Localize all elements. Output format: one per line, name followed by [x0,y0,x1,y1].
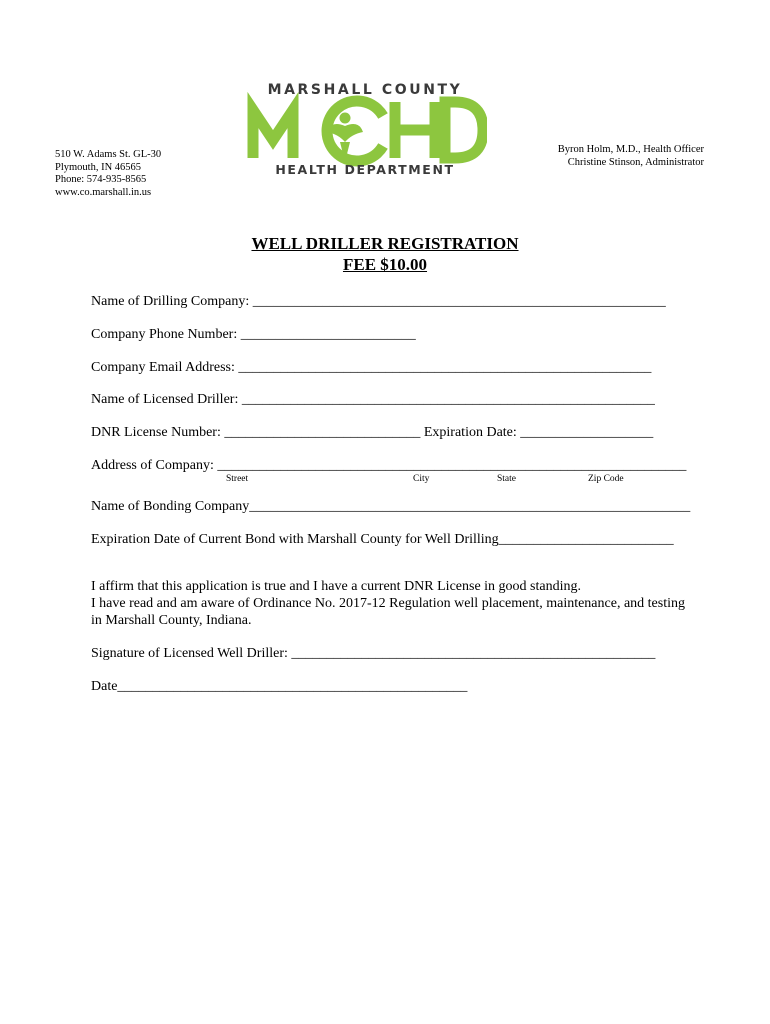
administrator: Christine Stinson, Administrator [567,156,704,168]
health-officer: Byron Holm, M.D., Health Officer [557,144,704,155]
address-street: 510 W. Adams St. GL-30 [55,149,162,160]
bond-expiration-field[interactable]: Expiration Date of Current Bond with Marshall County for Well Drilling_________________________ [91,532,674,547]
form-title: WELL DRILLER REGISTRATION [251,234,519,253]
officers-block [520,144,704,169]
address-state-label: State [497,474,516,484]
department-address [55,149,161,199]
drilling-company-field[interactable]: Name of Drilling Company: ___________________________________________________________ [91,294,666,309]
company-address-field[interactable]: Address of Company: ___________________________________________________________________ [91,458,687,473]
logo-department-text: HEALTH DEPARTMENT [275,162,455,177]
mchd-logo [243,80,487,184]
affirmation-line-2: I have read and am aware of Ordinance No. 2017-12 Regulation well placement, maintenance, and testing in Marshall County, Indiana. [91,596,685,628]
licensed-driller-field[interactable]: Name of Licensed Driller: ___________________________________________________________ [91,392,655,407]
address-street-label: Street [226,474,249,484]
address-zip-label: Zip Code [588,474,624,484]
signature-field[interactable]: Signature of Licensed Well Driller: ____________________________________________________ [91,646,656,661]
dnr-license-field[interactable]: DNR License Number: ____________________________ Expiration Date: ___________________ [91,425,654,440]
address-city: Plymouth, IN 46565 [55,161,142,173]
address-website: www.co.marshall.in.us [55,186,152,198]
form-fee: FEE $10.00 [342,255,428,274]
logo-county-text: MARSHALL COUNTY [267,82,463,98]
company-email-field[interactable]: Company Email Address: ___________________________________________________________ [91,360,652,375]
address-phone: Phone: 574-935-8565 [55,174,147,185]
date-field[interactable]: Date__________________________________________________ [91,679,468,694]
affirmation-text [91,578,691,629]
company-phone-field[interactable]: Company Phone Number: _________________________ [91,327,416,342]
bonding-company-field[interactable]: Name of Bonding Company_______________________________________________________________ [91,499,691,514]
affirmation-line-1: I affirm that this application is true and I have a current DNR License in good standing. [91,579,581,594]
address-city-label: City [413,474,430,484]
